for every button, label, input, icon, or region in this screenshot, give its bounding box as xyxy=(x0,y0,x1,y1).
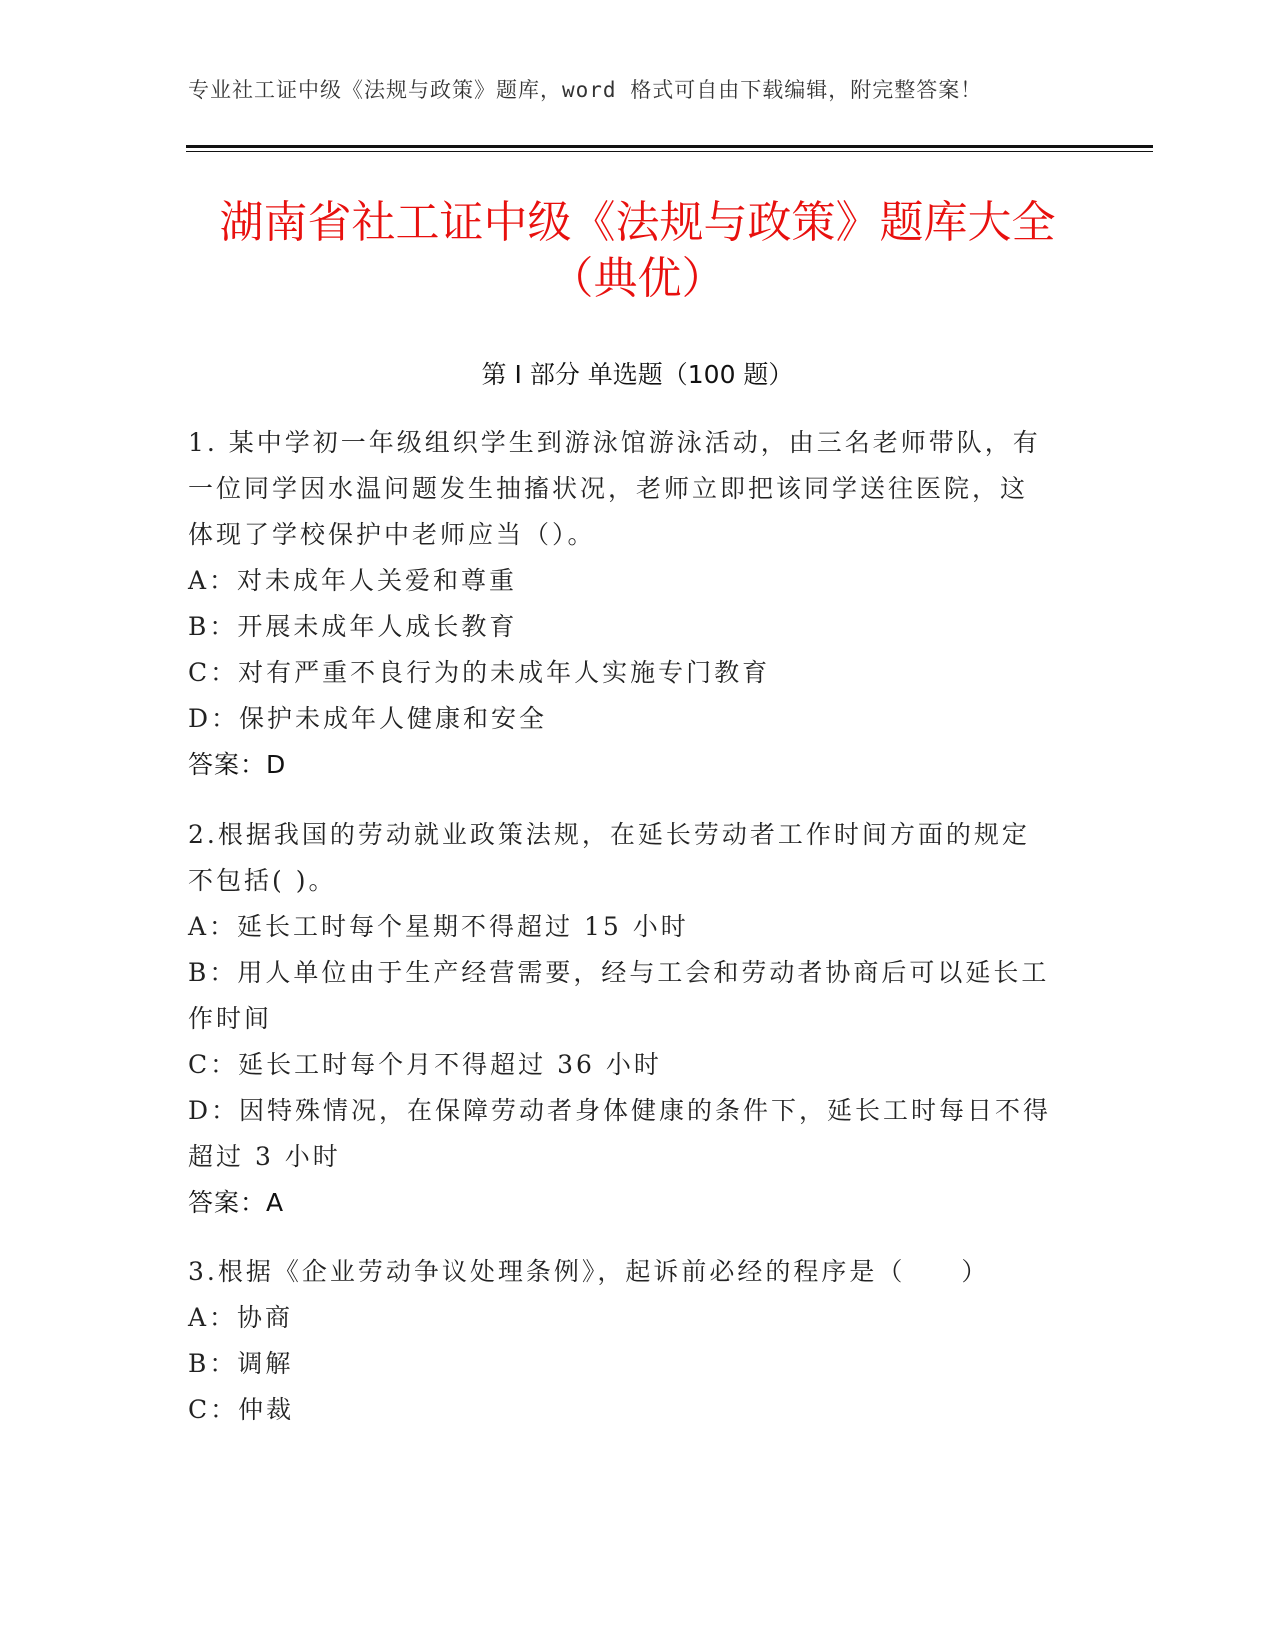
option-c: C：仲裁 xyxy=(188,1395,295,1424)
option-b: B：用人单位由于生产经营需要，经与工会和劳动者协商后可以延长工 xyxy=(188,958,1050,987)
option-a: A：协商 xyxy=(188,1303,294,1332)
section-heading: 第 I 部分 单选题（100 题） xyxy=(481,360,794,389)
question-2 xyxy=(188,812,1068,1226)
question-1 xyxy=(188,420,1068,788)
answer-line: 答案：A xyxy=(188,1188,285,1217)
option-d: D：因特殊情况，在保障劳动者身体健康的条件下，延长工时每日不得 xyxy=(188,1096,1052,1125)
option-b: B：调解 xyxy=(188,1349,294,1378)
question-stem-line: 1. 某中学初一年级组织学生到游泳馆游泳活动，由三名老师带队，有 xyxy=(188,428,1041,457)
option-d-continued: 超过 3 小时 xyxy=(188,1142,341,1171)
question-stem-line: 一位同学因水温问题发生抽搐状况，老师立即把该同学送往医院，这 xyxy=(188,474,1029,503)
header-divider xyxy=(186,145,1153,148)
question-stem-line: 2.根据我国的劳动就业政策法规，在延长劳动者工作时间方面的规定 xyxy=(188,820,1030,849)
option-d: D：保护未成年人健康和安全 xyxy=(188,704,548,733)
option-c: C：延长工时每个月不得超过 36 小时 xyxy=(188,1050,662,1079)
header-note: 专业社工证中级《法规与政策》题库，word 格式可自由下载编辑，附完整答案！ xyxy=(188,78,983,102)
question-stem-line: 体现了学校保护中老师应当（）。 xyxy=(188,520,596,549)
question-3 xyxy=(188,1249,1068,1433)
question-stem-line: 3.根据《企业劳动争议处理条例》，起诉前必经的程序是（ ） xyxy=(188,1257,990,1286)
answer-line: 答案：D xyxy=(188,750,287,779)
option-a: A：对未成年人关爱和尊重 xyxy=(188,566,518,595)
document-title xyxy=(150,195,1125,307)
document-title-line-1: 湖南省社工证中级《法规与政策》题库大全 xyxy=(219,197,1056,248)
option-c: C：对有严重不良行为的未成年人实施专门教育 xyxy=(188,658,771,687)
header-divider-thin xyxy=(186,151,1153,152)
option-b: B：开展未成年人成长教育 xyxy=(188,612,518,641)
question-stem-line: 不包括( )。 xyxy=(188,866,337,895)
document-title-line-2: （典优） xyxy=(549,253,726,304)
option-a: A：延长工时每个星期不得超过 15 小时 xyxy=(188,912,689,941)
option-b-continued: 作时间 xyxy=(188,1004,273,1033)
